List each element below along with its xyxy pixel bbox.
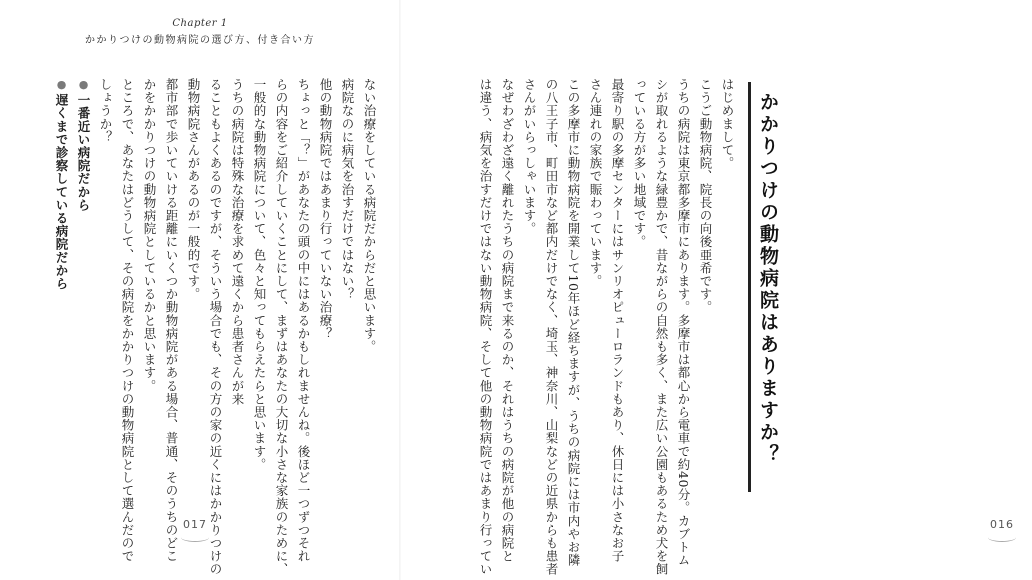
text-column: さんがいらっしゃいます。 [522, 78, 537, 236]
text-column: こうご動物病院、院長の向後亜希です。 [698, 78, 713, 314]
text-column: 他の動物病院ではあまり行っていない治療？ [318, 78, 333, 340]
text-column: かをかかりつけの動物病院としているかと思います。 [142, 78, 157, 393]
text-column: ない治療をしている病院だからだと思います。 [362, 78, 377, 354]
bullet-item [50, 78, 72, 498]
chapter-header [40, 18, 360, 46]
right-body-text [442, 78, 738, 576]
text-column: ところで、あなたはどうして、その病院をかかりつけの動物病院として選んだので [120, 78, 135, 563]
chapter-title: かかりつけの動物病院の選び方、付き合い方 [85, 35, 315, 46]
page-number-text: 016 [990, 518, 1014, 531]
text-column: 最寄り駅の多摩センターにはサンリオピューロランドもあり、休日には小さなお子 [610, 78, 625, 563]
text-column: らの内容をご紹介していくことにして、まずはあなたの大切な小さな家族のために、 [274, 78, 289, 576]
heading-text: かかりつけの動物病院はありますか？ [757, 92, 779, 466]
text-column: シが取れるような緑豊かで、昔ながらの自然も多く、また広い公園もあるため犬を飼 [654, 78, 669, 576]
text-column: ることもよくあるのですが、そういう場合でも、その方の家の近くにはかかりつけの [208, 78, 223, 576]
text-column: 病院なのに病気を治すだけではない？ [340, 78, 355, 301]
text-column: っている方が多い地域です。 [632, 78, 647, 249]
text-column: 都市部で歩いていける距離にいくつか動物病院がある場合、普通、そのうちのどこ [164, 78, 179, 563]
page-number [165, 518, 225, 542]
text-column: の八王子市、町田市など都内だけでなく、埼玉、神奈川、山梨などの近県からも患者 [544, 78, 559, 576]
text-column: うちの病院は東京都多摩市にあります。多摩市は都心から電車で約40分。カブトム [676, 78, 691, 567]
page-number-text: 017 [183, 518, 207, 531]
bullet-item [72, 78, 94, 498]
text-column: なぜわざわざ遠く離れたうちの病院まで来るのか、それはうちの病院が他の病院と [500, 78, 515, 563]
right-page [400, 0, 1014, 580]
text-column: はじめまして。 [720, 78, 735, 170]
text-column: しょうか？ [98, 78, 113, 144]
bullet-dot-icon: ● [55, 78, 68, 92]
left-page [0, 0, 400, 580]
bullet-dot-icon: ● [77, 78, 90, 92]
chapter-label: Chapter 1 [172, 18, 228, 29]
text-column: 動物病院さんがあるのが一般的です。 [186, 78, 201, 301]
text-column: さん連れの家族で賑わっています。 [588, 78, 603, 288]
text-column: ちょっと「？」があなたの頭の中にはあるかもしれませんね。後ほど一つずつそれ [296, 78, 311, 563]
text-column: うちの病院は特殊な治療を求めて遠くから患者さんが来 [230, 78, 245, 406]
section-heading [748, 82, 784, 492]
bullet-text: 遅くまで診察している病院だから [54, 93, 69, 291]
bullet-text: 一番近い病院だから [76, 93, 91, 212]
page-number-ornament [988, 533, 1016, 542]
text-column: は違う、病気を治すだけではない動物病院、そして他の動物病院ではあまり行ってい [478, 78, 493, 576]
page-number-ornament [181, 533, 209, 542]
page-number [972, 518, 1032, 542]
text-column: 一般的な動物病院について、色々と知ってもらえたらと思います。 [252, 78, 267, 471]
text-column: この多摩市に動物病院を開業して10年ほど経ちますが、うちの病院には市内やお隣 [566, 78, 581, 567]
